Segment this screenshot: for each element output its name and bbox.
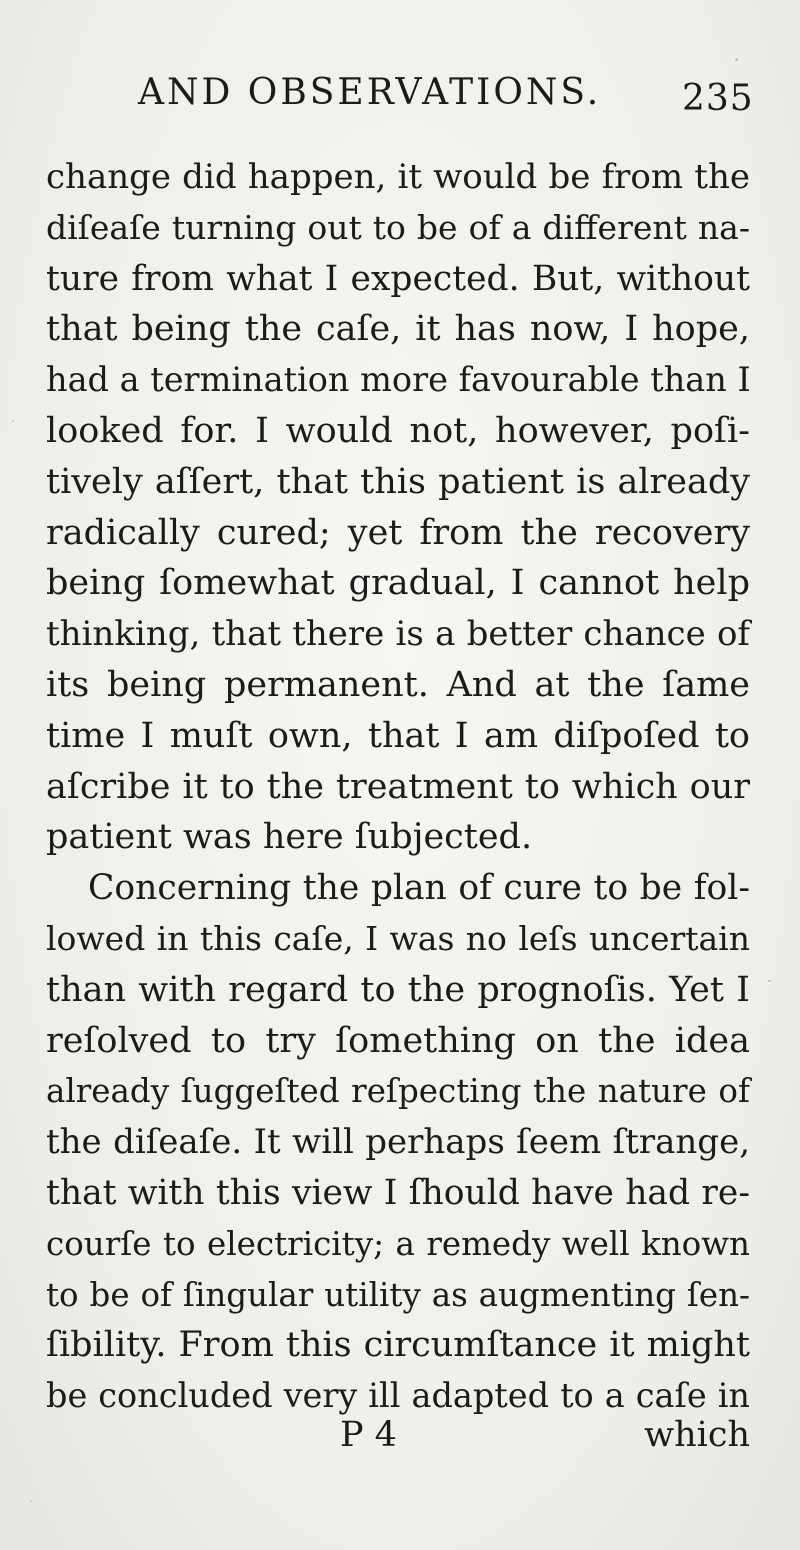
page-number: 235 — [682, 78, 754, 119]
text-line: that being the caſe, it has now, I hope, — [46, 309, 750, 350]
text-line: thinking, that there is a better chance of — [46, 614, 750, 655]
text-line: the diſeaſe. It will perhaps ſeem ſtrange, — [46, 1122, 750, 1163]
text-line: already ſuggeſted reſpecting the nature of — [46, 1072, 750, 1111]
text-line: time I muſt own, that I am diſpoſed to — [46, 715, 750, 756]
text-line: its being permanent. And at the ſame — [46, 664, 750, 705]
paper-speck — [768, 980, 771, 982]
text-line: ture from what I expected. But, without — [46, 258, 750, 299]
paper-speck — [735, 58, 738, 61]
text-line: reſolved to try ſomething on the idea — [46, 1020, 750, 1061]
text-line: being ſomewhat gradual, I cannot help — [46, 563, 750, 604]
text-line: looked for. I would not, however, poſi- — [46, 410, 750, 451]
signature-mark: P 4 — [340, 1415, 397, 1455]
text-line: aſcribe it to the treatment to which our — [46, 766, 750, 807]
running-title: AND OBSERVATIONS. — [138, 72, 602, 113]
body-text — [46, 152, 750, 1422]
text-line: lowed in this caſe, I was no leſs uncertain — [46, 918, 750, 958]
paragraph-end-line: patient was here ſubjected. — [46, 817, 533, 858]
text-line: that with this view I ſhould have had re- — [46, 1172, 750, 1213]
text-line: tively aſſert, that this patient is already — [46, 461, 750, 502]
text-line: courſe to electricity; a remedy well known — [46, 1224, 750, 1263]
running-head — [0, 68, 800, 118]
catchword: which — [644, 1415, 750, 1455]
paragraph-start-line: Concerning the plan of cure to be fol- — [88, 868, 750, 909]
text-line: had a termination more favourable than I — [46, 360, 751, 400]
paper-speck — [30, 1500, 32, 1502]
text-line: ſibility. From this circumſtance it might — [46, 1325, 750, 1366]
text-line: radically cured; yet from the recovery — [46, 512, 750, 553]
text-line: diſeaſe turning out to be of a different na- — [46, 207, 750, 247]
text-line: be concluded very ill adapted to a caſe in — [46, 1376, 750, 1416]
page-footer — [46, 1410, 750, 1460]
text-line: than with regard to the prognoſis. Yet I — [46, 969, 750, 1010]
text-line: change did happen, it would be from the — [46, 157, 750, 197]
paper-speck — [12, 420, 14, 422]
text-line: to be of ſingular utility as augmenting ſen- — [46, 1275, 750, 1314]
